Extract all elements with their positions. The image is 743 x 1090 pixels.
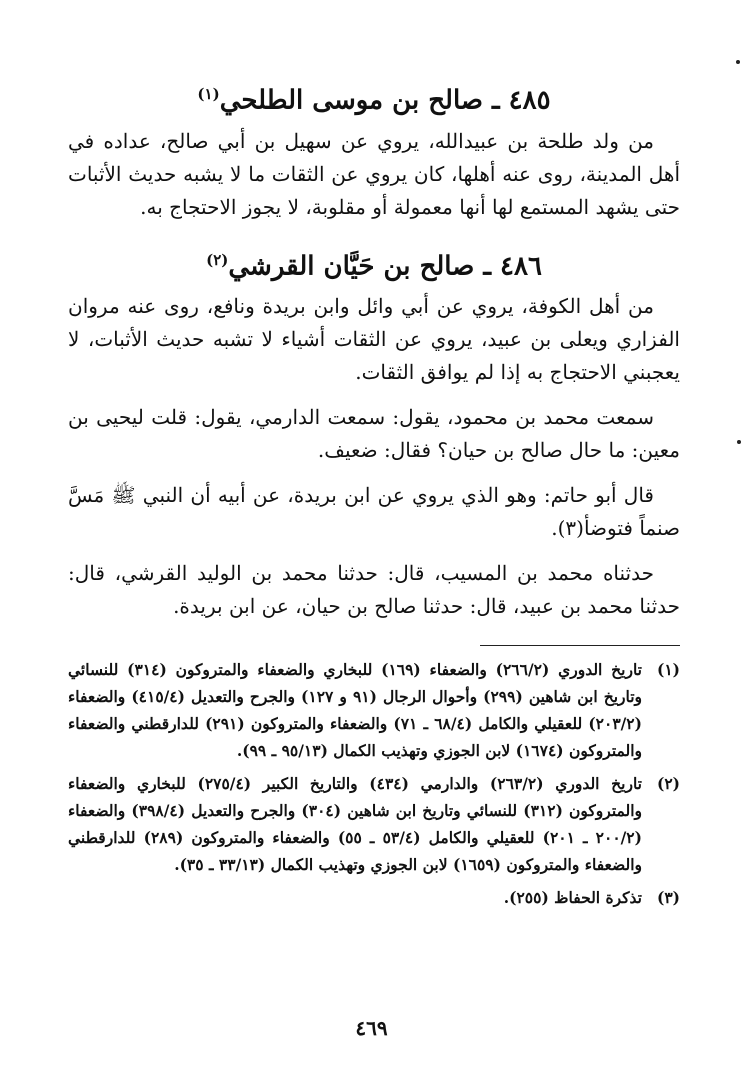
page-body [68,74,680,917]
footnote-divider [480,645,680,646]
entry-paragraph: حدثناه محمد بن المسيب، قال: حدثنا محمد بن الوليد القرشي، قال: حدثنا محمد بن عبيد، قال: حدثنا صالح بن حيان، عن ابن بريدة. [68,561,680,619]
entry-title-text: ٤٨٦ ـ صالح بن حَيَّان القرشي [228,251,542,282]
entry-486 [68,240,680,624]
footnote-ref: (١) [197,85,220,103]
entry-paragraph: من ولد طلحة بن عبيدالله، يروي عن سهيل بن أبي صالح، عداده في أهل المدينة، روى عنه أهلها، كان يروي عن الثقات ما لا يشبه حديث الأثبات حتى يشهد المستمع لها أنها معمولة أو مقلوبة، لا يجوز الاحتجاج به. [68,128,680,219]
footnote-text: تذكرة الحفاظ (٢٥٥). [503,888,642,908]
entry-paragraph: قال أبو حاتم: وهو الذي يروي عن ابن بريدة، عن أبيه أن النبي ﷺ مَسَّ صنماً فتوضأ(٣). [68,483,680,541]
footnote [68,656,680,764]
entry-title-text: ٤٨٥ ـ صالح بن موسى الطلحي [219,85,551,116]
footnote-number: (٢) [656,774,680,794]
entry-485 [68,74,680,224]
footnotes [68,656,680,911]
footnote-text: تاريخ الدوري (٢٦٣/٢) والدارمي (٤٣٤) والتاريخ الكبير (٢٧٥/٤) للبخاري والضعفاء والمتروكون (٣١٢) للنسائي وتاريخ ابن شاهين (٣٠٤) والجرح والتعديل (٣٩٨/٤) والضعفاء (٢٠٠/٢ ـ ٢٠١) للعقيلي والكامل (٥٣/٤ ـ ٥٥) والضعفاء والمتروكون (٢٨٩) للدارقطني والضعفاء والمتروكون (١٦٥٩) لابن الجوزي وتهذيب الكمال (٣٣/١٣ ـ ٣٥). [68,774,642,875]
page-number: ٤٦٩ [355,1016,388,1040]
footnote-text: تاريخ الدوري (٢٦٦/٢) والضعفاء (١٦٩) للبخاري والضعفاء والمتروكون (٣١٤) للنسائي وتاريخ ابن شاهين (٢٩٩) وأحوال الرجال (٩١ و ١٢٧) والجرح والتعديل (٤١٥/٤) والضعفاء (٢٠٣/٢) للعقيلي والكامل (٦٨/٤ ـ ٧١) والضعفاء والمتروكون (٢٩١) للدارقطني والضعفاء والمتروكون (١٦٧٤) لابن الجوزي وتهذيب الكمال (٩٥/١٣ ـ ٩٩). [68,660,643,761]
entry-paragraph: من أهل الكوفة، يروي عن أبي وائل وابن بريدة ونافع، روى عنه مروان الفزاري ويعلى بن عبيد، يروي عن الثقات أشياء لا تشبه حديث الأثبات، لا يعجبني الاحتجاج به إذا لم يوافق الثقات. [68,294,680,385]
scan-edge-mark [736,60,740,64]
scan-edge-mark [737,440,741,444]
entry-title [68,240,680,287]
footnote [68,884,680,911]
entry-title [68,74,680,121]
footnote [68,770,680,878]
footnote-ref: (٢) [206,250,229,269]
footnote-number: (١) [656,660,680,680]
footnote-number: (٣) [656,888,680,908]
entry-paragraph: سمعت محمد بن محمود، يقول: سمعت الدارمي، يقول: قلت ليحيى بن معين: ما حال صالح بن حيان؟ فقال: ضعيف. [68,405,680,463]
